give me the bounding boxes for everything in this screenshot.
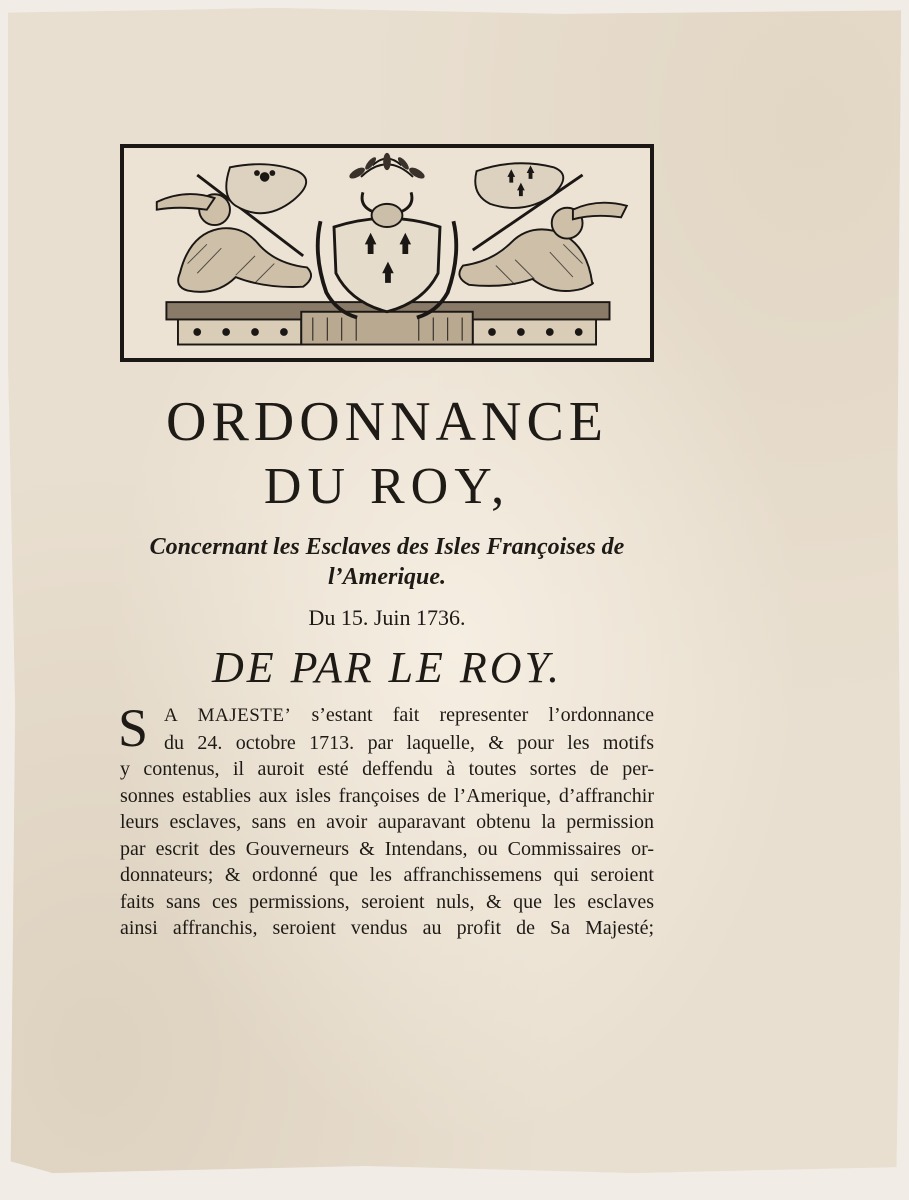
body-line-1 bbox=[120, 702, 654, 730]
body-line: par escrit des Gouverneurs & Intendans, ou Commissaires or- bbox=[120, 837, 654, 860]
body-line: ainsi affranchis, seroient vendus au profit de Sa Majesté; bbox=[120, 917, 654, 939]
heading-de-par-le-roy: DE PAR LE ROY. bbox=[211, 643, 563, 692]
body-line: sonnes establies aux isles françoises de l’Amerique, d’affranchir bbox=[120, 784, 654, 807]
body-line: du 24. octobre 1713. par laquelle, & pour les motifs bbox=[164, 731, 654, 754]
ordinance-date: Du 15. Juin 1736. bbox=[308, 605, 466, 630]
body-line-1-rest: s’estant fait representer l’ordonnance bbox=[291, 704, 654, 726]
ordinance-body-text bbox=[118, 698, 654, 942]
body-line: y contenus, il auroit esté deffendu à toutes sortes de per- bbox=[120, 758, 654, 780]
body-line: faits sans ces permissions, seroient nuls, & que les esclaves bbox=[120, 890, 654, 913]
subtitle-concernant: Concernant les Esclaves des Isles Françoises de l’Amerique. bbox=[149, 534, 625, 590]
drop-capital: S bbox=[118, 698, 149, 758]
title-du-roy: DU ROY, bbox=[263, 458, 511, 515]
woodcut-headpiece-icon bbox=[120, 144, 654, 362]
document-content bbox=[120, 144, 654, 942]
body-line: leurs esclaves, sans en avoir auparavant obtenu la permission bbox=[120, 811, 654, 833]
title-ordonnance: ORDONNANCE bbox=[166, 391, 608, 453]
body-line: donnateurs; & ordonné que les affranchissemens qui seroient bbox=[120, 864, 654, 886]
lead-small-caps: A MAJESTE’ bbox=[164, 705, 292, 726]
